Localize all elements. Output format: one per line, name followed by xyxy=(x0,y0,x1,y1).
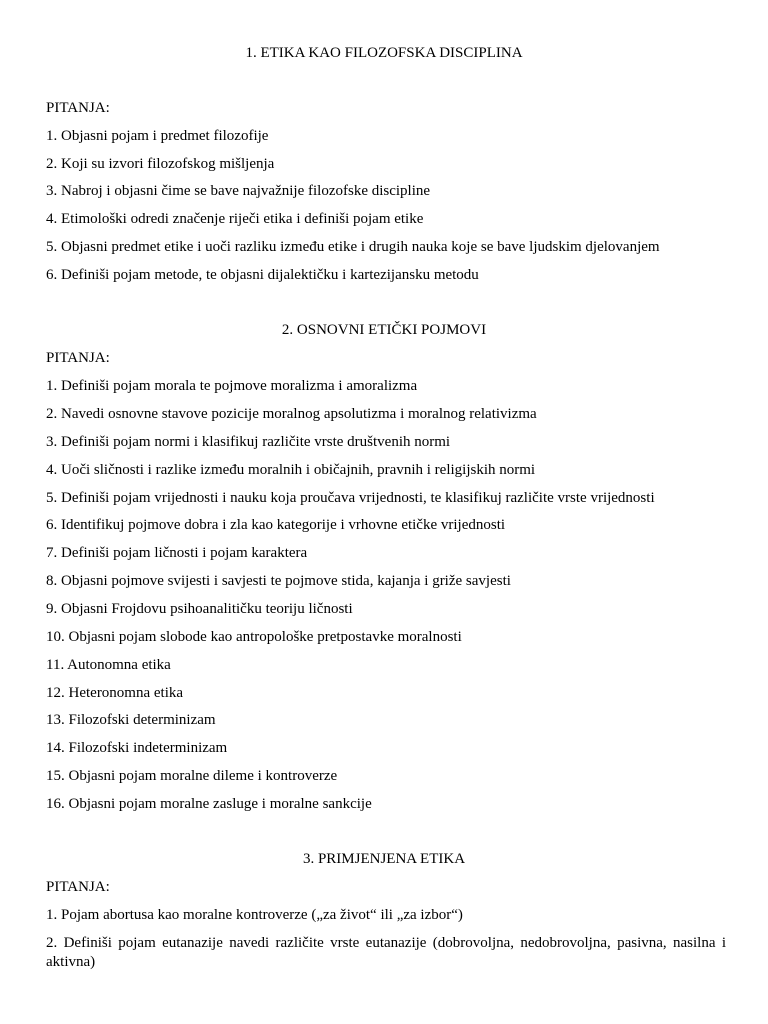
section-2-question-1: 1. Definiši pojam morala te pojmove moralizma i amoralizma xyxy=(46,378,418,394)
section-2-question-9: 9. Objasni Frojdovu psihoanalitičku teoriju ličnosti xyxy=(46,601,353,617)
section-2-question-4: 4. Uoči sličnosti i razlike između moralnih i običajnih, pravnih i religijskih normi xyxy=(46,462,536,478)
section-2-question-3: 3. Definiši pojam normi i klasifikuj različite vrste društvenih normi xyxy=(46,434,451,450)
section-1-question-6: 6. Definiši pojam metode, te objasni dijalektičku i kartezijansku metodu xyxy=(46,267,479,283)
section-3-question-1: 1. Pojam abortusa kao moralne kontroverze („za život“ ili „za izbor“) xyxy=(46,907,463,923)
section-3-questions-label: PITANJA: xyxy=(46,879,110,895)
section-3-heading: 3. PRIMJENJENA ETIKA xyxy=(302,851,466,867)
section-2-question-8: 8. Objasni pojmove svijesti i savjesti te pojmove stida, kajanja i griže savjesti xyxy=(46,573,511,589)
section-1-question-2: 2. Koji su izvori filozofskog mišljenja xyxy=(46,156,275,172)
section-2-question-11: 11. Autonomna etika xyxy=(46,657,171,673)
section-2-questions-label: PITANJA: xyxy=(46,350,110,366)
section-1-question-3: 3. Nabroj i objasni čime se bave najvažnije filozofske discipline xyxy=(46,183,431,199)
section-1-question-1: 1. Objasni pojam i predmet filozofije xyxy=(46,128,269,144)
section-2-question-16: 16. Objasni pojam moralne zasluge i moralne sankcije xyxy=(46,796,372,812)
section-1-heading: 1. ETIKA KAO FILOZOFSKA DISCIPLINA xyxy=(245,45,523,61)
section-2-question-5: 5. Definiši pojam vrijednosti i nauku koja proučava vrijednosti, te klasifikuj različite vrste vrijednosti xyxy=(46,490,655,506)
section-2-question-14: 14. Filozofski indeterminizam xyxy=(46,740,228,756)
section-2-question-10: 10. Objasni pojam slobode kao antropološke pretpostavke moralnosti xyxy=(46,629,462,645)
section-1-question-4: 4. Etimološki odredi značenje riječi etika i definiši pojam etike xyxy=(46,211,424,227)
section-2-question-15: 15. Objasni pojam moralne dileme i kontroverze xyxy=(46,768,338,784)
section-3-question-2: 2. Definiši pojam eutanazije navedi različite vrste eutanazije (dobrovoljna, nedobrovoljna, pasivna, nasilna i aktivna) xyxy=(46,935,726,970)
section-1-questions-label: PITANJA: xyxy=(46,100,110,116)
section-2-question-12: 12. Heteronomna etika xyxy=(46,685,184,701)
section-2-question-13: 13. Filozofski determinizam xyxy=(46,712,216,728)
section-1-question-5: 5. Objasni predmet etike i uoči razliku između etike i drugih nauka koje se bave ljudskim djelovanjem xyxy=(46,239,660,255)
section-2-question-7: 7. Definiši pojam ličnosti i pojam karaktera xyxy=(46,545,308,561)
section-2-question-6: 6. Identifikuj pojmove dobra i zla kao kategorije i vrhovne etičke vrijednosti xyxy=(46,517,506,533)
section-2-question-2: 2. Navedi osnovne stavove pozicije moralnog apsolutizma i moralnog relativizma xyxy=(46,406,537,422)
section-2-heading: 2. OSNOVNI ETIČKI POJMOVI xyxy=(281,322,487,338)
